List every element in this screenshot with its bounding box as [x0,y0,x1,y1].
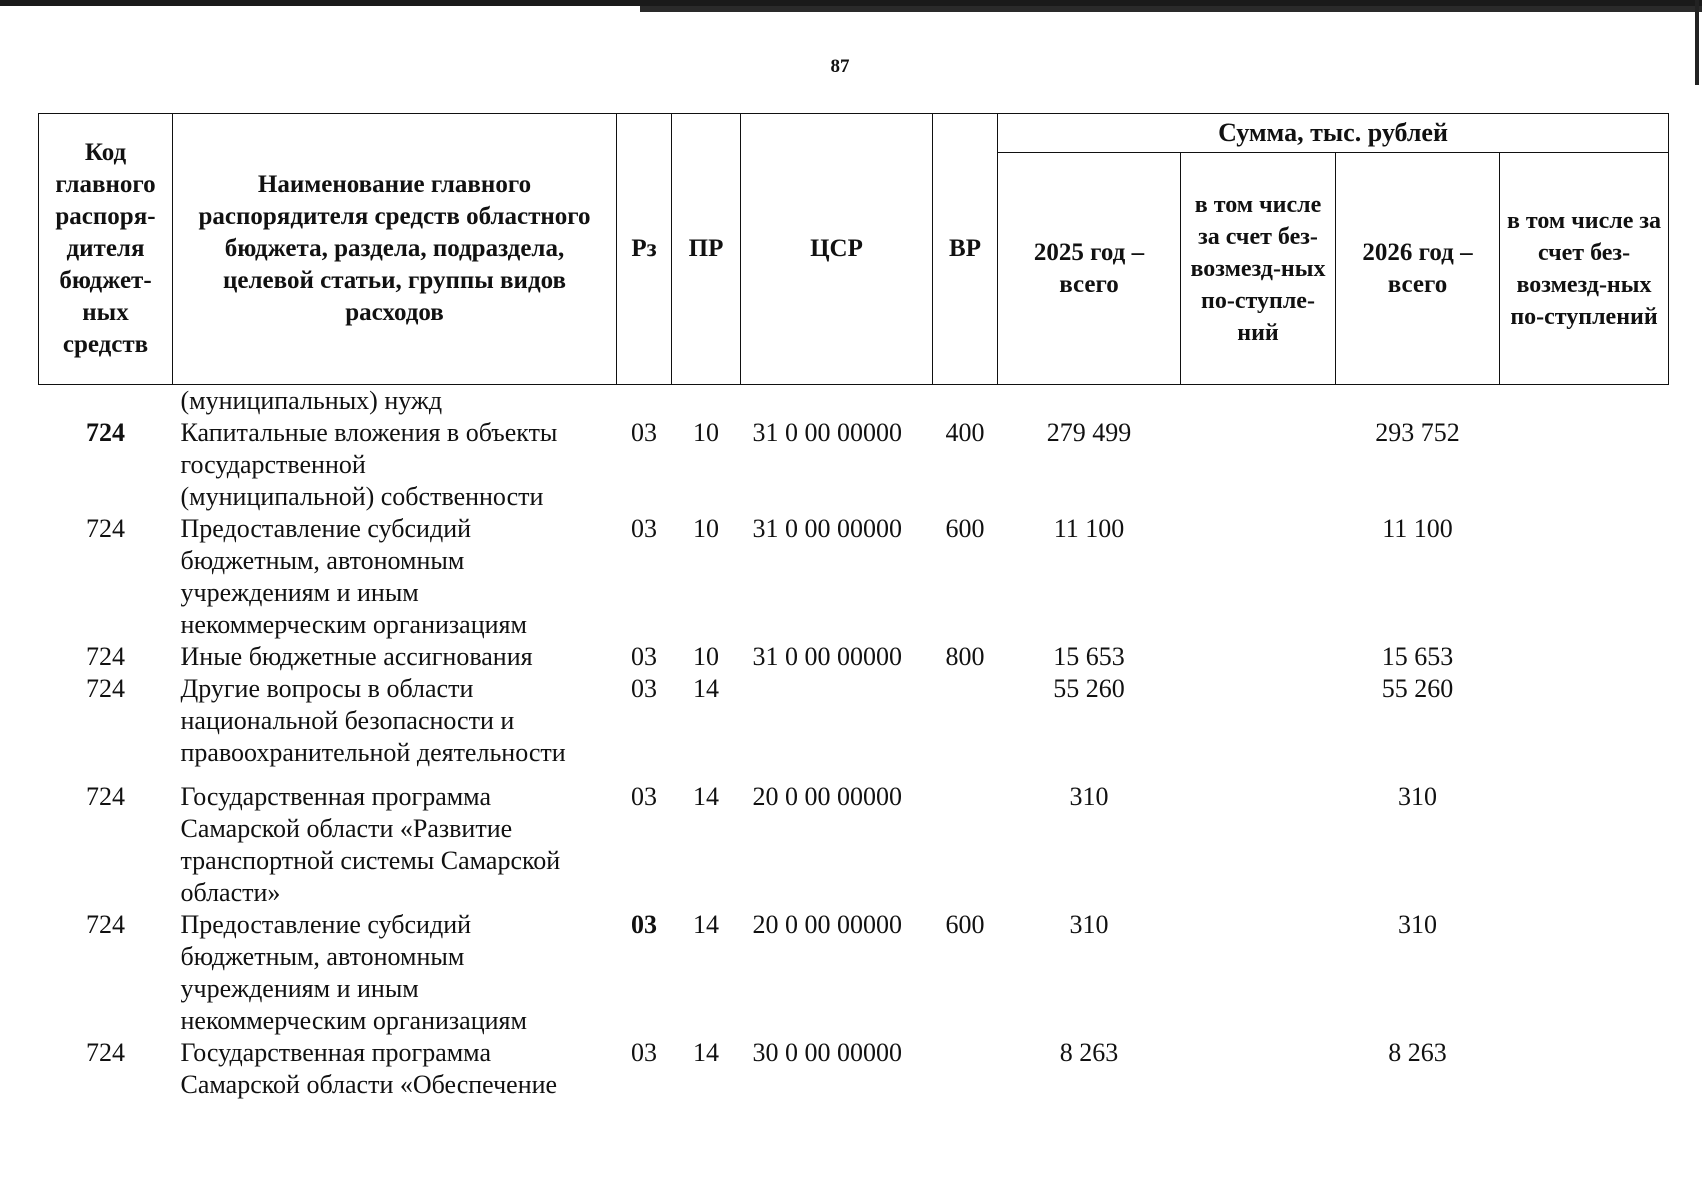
cell-kod: 724 [86,418,125,447]
right-border-line [1695,0,1699,85]
cell-csr: 31 0 00 00000 [752,642,902,671]
cell-kod: 724 [86,782,125,811]
cell-name: Капитальные вложения в объекты государственной (муниципальной) собственности [180,418,558,511]
header-sum: Сумма, тыс. рублей [998,114,1669,153]
cell-2025-gratuitous [1181,641,1336,673]
cell-2026-total: 11 100 [1382,514,1453,543]
cell-2025-gratuitous [1181,385,1336,418]
cell-2026-total: 310 [1398,782,1437,811]
table-row [39,385,1669,418]
cell-csr [741,673,933,769]
cell-vr [933,781,998,909]
header-csr: ЦСР [741,114,933,385]
cell-vr [933,673,998,769]
cell-rz [617,385,672,418]
cell-kod [39,385,173,418]
cell-pr: 10 [693,514,719,543]
cell-2025-total: 15 653 [1053,642,1125,671]
cell-csr: 31 0 00 00000 [752,418,902,447]
cell-2026-total: 15 653 [1381,642,1454,671]
cell-2026-total: 310 [1398,910,1437,939]
cell-kod: 724 [86,674,125,703]
table-row [39,513,1669,641]
cell-pr: 14 [693,782,719,811]
cell-name: Предоставление субсидий бюджетным, автономным учреждениям и иным некоммерческим организациям [180,514,527,639]
cell-2026-gratuitous [1500,673,1669,769]
cell-2026-total: 293 752 [1375,418,1460,447]
table-row [39,417,1669,513]
cell-pr: 10 [693,418,719,447]
cell-2025-total: 310 [1069,782,1109,811]
cell-name: Государственная программа Самарской области «Обеспечение [180,1038,558,1099]
cell-pr: 10 [693,642,719,671]
cell-2025-gratuitous [1181,909,1336,1037]
cell-pr [672,385,741,418]
cell-2026-gratuitous [1500,385,1669,418]
cell-rz: 03 [631,514,657,543]
header-rz: Рз [617,114,672,385]
cell-rz: 03 [631,674,657,703]
cell-kod: 724 [86,642,125,671]
header-name: Наименование главного распорядителя средств областного бюджета, раздела, подраздела, целевой статьи, группы видов расходов [173,114,617,385]
cell-2025-total: 55 260 [1053,674,1125,703]
cell-2025-total: 8 263 [1059,1038,1119,1067]
header-2026-gratuitous: в том числе за счет без-возмезд-ных по-ступлений [1500,153,1669,385]
cell-2025-total: 310 [1069,910,1109,939]
cell-rz: 03 [631,418,657,447]
cell-name: Иные бюджетные ассигнования [180,642,533,671]
cell-rz: 03 [631,910,657,939]
cell-vr: 800 [945,642,985,671]
header-vr: ВР [933,114,998,385]
table-header [39,114,1669,385]
cell-2025-gratuitous [1181,673,1336,769]
table-row [39,909,1669,1037]
cell-csr: 31 0 00 00000 [752,514,902,543]
table-row [39,781,1669,909]
cell-pr: 14 [693,674,719,703]
cell-2025-gratuitous [1181,1037,1336,1101]
cell-2026-gratuitous [1500,909,1669,1037]
cell-vr: 600 [945,910,985,939]
cell-2026-total: 55 260 [1381,674,1454,703]
cell-name: (муниципальных) нужд [180,386,443,415]
header-kod: Код главного распоря-дителя бюджет-ных средств [39,114,173,385]
cell-kod: 724 [86,514,125,543]
cell-2026-gratuitous [1500,781,1669,909]
header-2025-total: 2025 год – всего [998,153,1181,385]
cell-vr: 400 [945,418,985,447]
cell-pr: 14 [693,910,719,939]
cell-csr: 30 0 00 00000 [752,1038,902,1067]
cell-2025-total: 279 499 [1046,418,1132,447]
cell-csr [741,385,933,418]
cell-kod: 724 [86,910,125,939]
cell-2025-total: 11 100 [1053,514,1125,543]
row-spacer [39,769,1669,781]
table-row [39,1037,1669,1101]
cell-2025-total [998,385,1181,418]
cell-2026-total [1336,385,1500,418]
cell-rz: 03 [631,1038,657,1067]
cell-2026-gratuitous [1500,513,1669,641]
cell-2025-gratuitous [1181,513,1336,641]
table-body [39,385,1669,1102]
budget-table [38,113,1669,1101]
cell-name: Другие вопросы в области национальной безопасности и правоохранительной деятельности [180,674,566,767]
cell-csr: 20 0 00 00000 [752,782,902,811]
cell-vr [933,1037,998,1101]
cell-2025-gratuitous [1181,781,1336,909]
header-pr: ПР [672,114,741,385]
cell-rz: 03 [631,782,657,811]
cell-kod: 724 [86,1038,125,1067]
cell-name: Государственная программа Самарской области «Развитие транспортной системы Самарской области» [180,782,561,907]
cell-2026-gratuitous [1500,417,1669,513]
cell-2026-total: 8 263 [1388,1038,1447,1067]
cell-pr: 14 [693,1038,719,1067]
cell-rz: 03 [631,642,657,671]
cell-2026-gratuitous [1500,641,1669,673]
cell-name: Предоставление субсидий бюджетным, автономным учреждениям и иным некоммерческим организациям [180,910,527,1035]
page-number: 87 [830,56,850,77]
spacer-cell [39,769,1669,781]
header-2025-gratuitous: в том числе за счет без-возмезд-ных по-ступле-ний [1181,153,1336,385]
cell-vr: 600 [945,514,985,543]
cell-csr: 20 0 00 00000 [752,910,902,939]
header-2026-total: 2026 год – всего [1336,153,1500,385]
table-row [39,641,1669,673]
top-border-line-edge [640,6,1702,12]
cell-vr [933,385,998,418]
cell-2025-gratuitous [1181,417,1336,513]
table-row [39,673,1669,769]
cell-2026-gratuitous [1500,1037,1669,1101]
